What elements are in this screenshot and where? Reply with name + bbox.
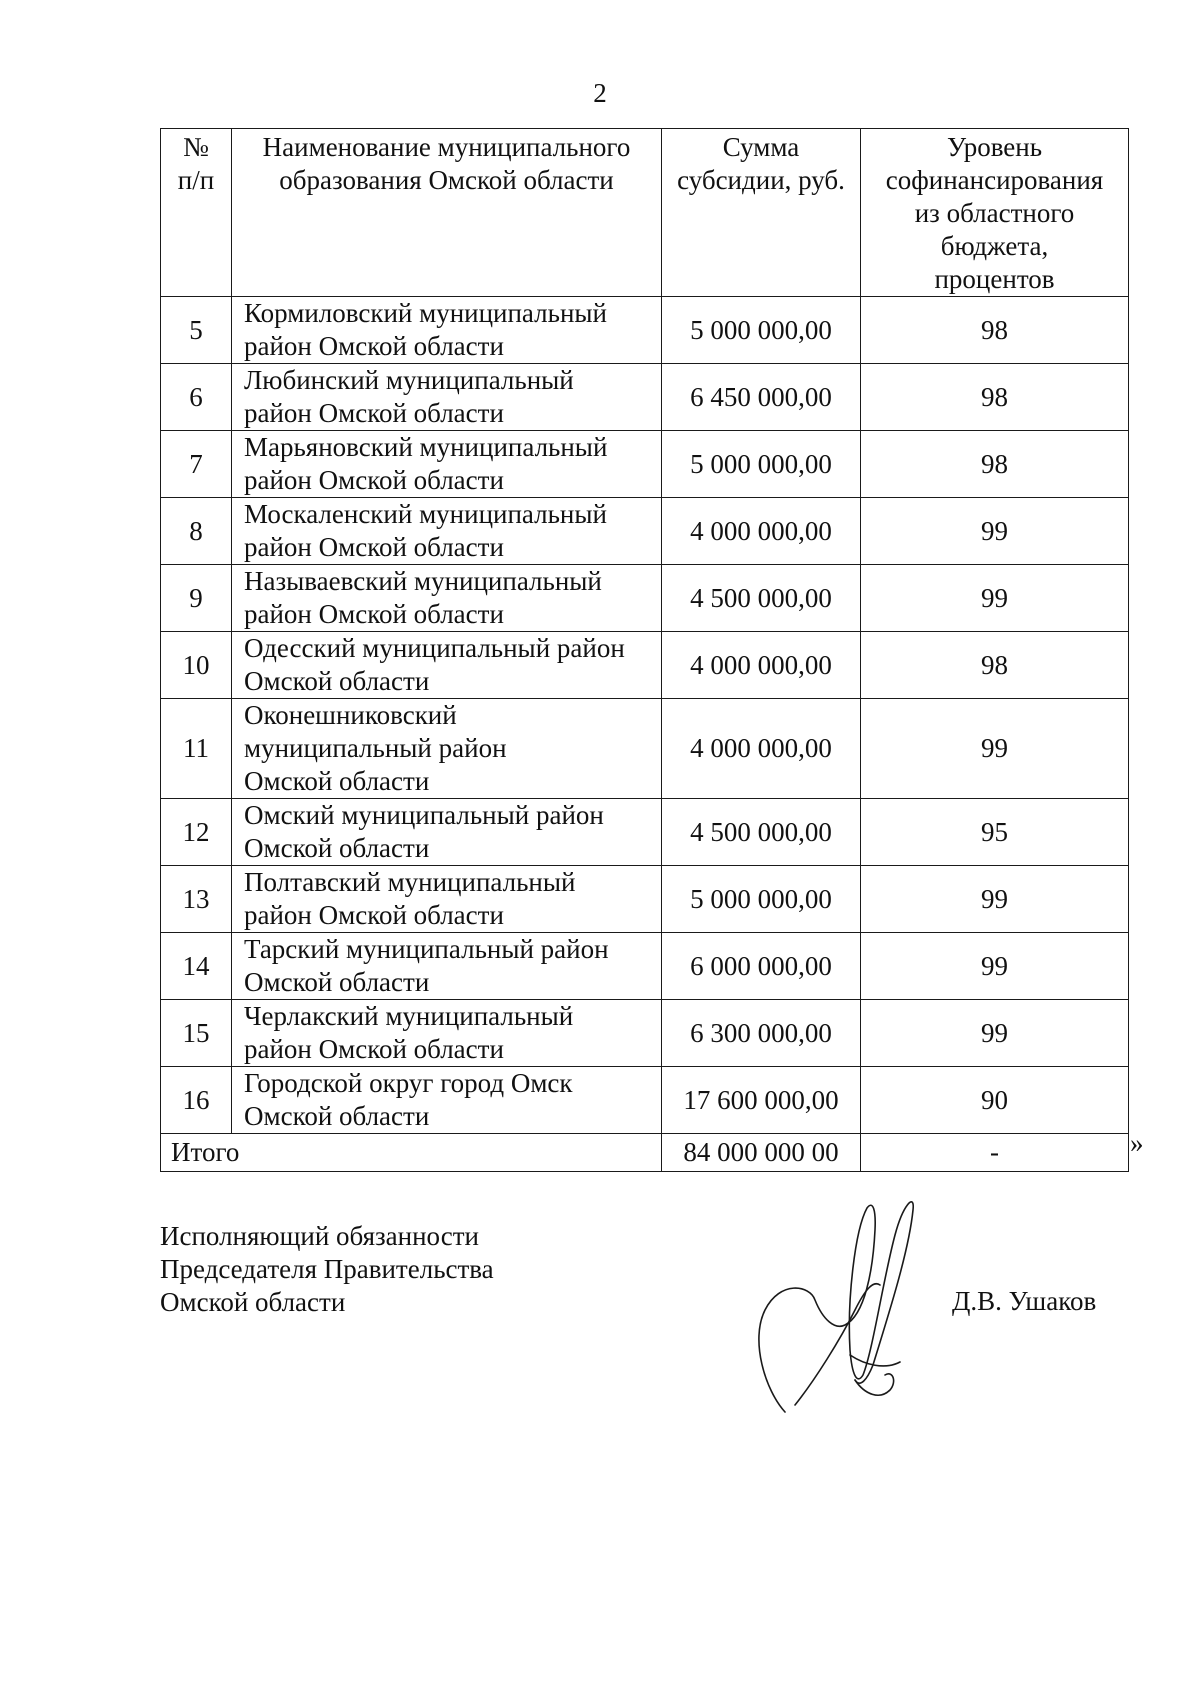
- row-name-line: район Омской области: [244, 1034, 504, 1064]
- row-name: [232, 866, 662, 933]
- row-num: 16: [161, 1067, 232, 1134]
- total-row: [161, 1134, 1129, 1172]
- subsidy-table: [160, 128, 1129, 1172]
- table-row: [161, 565, 1129, 632]
- row-sum: 4 500 000,00: [662, 799, 861, 866]
- row-sum: 5 000 000,00: [662, 297, 861, 364]
- row-num: 6: [161, 364, 232, 431]
- row-level: 95: [861, 799, 1129, 866]
- row-name-line: Марьяновский муниципальный: [244, 432, 608, 462]
- table-header-row: [161, 129, 1129, 297]
- row-name-line: Тарский муниципальный район: [244, 934, 609, 964]
- row-num: 13: [161, 866, 232, 933]
- row-num: 12: [161, 799, 232, 866]
- row-name: [232, 933, 662, 1000]
- signer-name: Д.В. Ушаков: [952, 1286, 1097, 1316]
- signature-title-line: Председателя Правительства: [160, 1254, 494, 1284]
- row-name-line: Называевский муниципальный: [244, 566, 602, 596]
- row-name-line: Кормиловский муниципальный: [244, 298, 607, 328]
- closing-quote: »: [1130, 1128, 1144, 1158]
- row-num: 5: [161, 297, 232, 364]
- row-level: 99: [861, 1000, 1129, 1067]
- row-level: 99: [861, 565, 1129, 632]
- row-name: [232, 1067, 662, 1134]
- row-name-line: район Омской области: [244, 900, 504, 930]
- header-level-line: из областного: [914, 198, 1075, 228]
- signature-title-line: Омской области: [160, 1287, 346, 1317]
- row-num: 14: [161, 933, 232, 1000]
- row-level: 98: [861, 632, 1129, 699]
- page-number: 2: [593, 78, 607, 108]
- row-num: 15: [161, 1000, 232, 1067]
- header-level-line: Уровень: [946, 132, 1043, 162]
- row-name-line: Омской области: [244, 666, 430, 696]
- table-row: [161, 632, 1129, 699]
- row-name-line: Омской области: [244, 1101, 430, 1131]
- table-row: [161, 297, 1129, 364]
- row-sum: 4 000 000,00: [662, 699, 861, 799]
- signature-title: [160, 1220, 494, 1319]
- row-name-line: район Омской области: [244, 532, 504, 562]
- row-num: 8: [161, 498, 232, 565]
- row-name-line: Москаленский муниципальный: [244, 499, 607, 529]
- header-level-line: процентов: [934, 264, 1055, 294]
- row-sum: 6 450 000,00: [662, 364, 861, 431]
- row-name: [232, 799, 662, 866]
- header-level: [861, 129, 1129, 297]
- handwritten-signature: [755, 1190, 955, 1420]
- row-sum: 4 500 000,00: [662, 565, 861, 632]
- signature-title-line: Исполняющий обязанности: [160, 1221, 479, 1251]
- header-name-line: Наименование муниципального: [262, 132, 631, 162]
- row-name-line: район Омской области: [244, 465, 504, 495]
- row-name-line: Любинский муниципальный: [244, 365, 574, 395]
- row-name: [232, 699, 662, 799]
- row-sum: 5 000 000,00: [662, 866, 861, 933]
- row-num: 7: [161, 431, 232, 498]
- table-row: [161, 799, 1129, 866]
- header-level-line: софинансирования: [885, 165, 1104, 195]
- row-name-line: район Омской области: [244, 398, 504, 428]
- header-name: [232, 129, 662, 297]
- row-name: [232, 1000, 662, 1067]
- table-row: [161, 364, 1129, 431]
- header-sum-line: субсидии, руб.: [677, 165, 845, 195]
- table-row: [161, 933, 1129, 1000]
- header-num-line: №: [183, 132, 209, 162]
- row-num: 10: [161, 632, 232, 699]
- row-name: [232, 632, 662, 699]
- total-label: Итого: [161, 1134, 662, 1172]
- row-name-line: муниципальный район: [244, 733, 507, 763]
- row-num: 9: [161, 565, 232, 632]
- header-level-line: бюджета,: [940, 231, 1049, 261]
- row-name: [232, 364, 662, 431]
- header-name-line: образования Омской области: [279, 165, 614, 195]
- row-level: 99: [861, 699, 1129, 799]
- row-num: 11: [161, 699, 232, 799]
- row-name-line: Городской округ город Омск: [244, 1068, 573, 1098]
- row-name: [232, 431, 662, 498]
- row-name-line: Омской области: [244, 967, 430, 997]
- row-level: 98: [861, 297, 1129, 364]
- row-sum: 4 000 000,00: [662, 498, 861, 565]
- row-sum: 6 300 000,00: [662, 1000, 861, 1067]
- total-level: -: [861, 1134, 1129, 1172]
- row-sum: 5 000 000,00: [662, 431, 861, 498]
- table-row: [161, 1067, 1129, 1134]
- table-row: [161, 866, 1129, 933]
- row-level: 98: [861, 431, 1129, 498]
- row-name-line: район Омской области: [244, 599, 504, 629]
- header-num-line: п/п: [177, 165, 215, 195]
- row-name: [232, 297, 662, 364]
- row-sum: 6 000 000,00: [662, 933, 861, 1000]
- row-name-line: Оконешниковский: [244, 700, 457, 730]
- row-name-line: Полтавский муниципальный: [244, 867, 576, 897]
- row-name-line: район Омской области: [244, 331, 504, 361]
- row-sum: 4 000 000,00: [662, 632, 861, 699]
- table-row: [161, 498, 1129, 565]
- row-name-line: Омской области: [244, 766, 430, 796]
- table-row: [161, 1000, 1129, 1067]
- row-name-line: Черлакский муниципальный: [244, 1001, 574, 1031]
- row-name-line: Омской области: [244, 833, 430, 863]
- row-name: [232, 498, 662, 565]
- total-sum: 84 000 000 00: [662, 1134, 861, 1172]
- row-name: [232, 565, 662, 632]
- row-name-line: Одесский муниципальный район: [244, 633, 625, 663]
- header-sum: [662, 129, 861, 297]
- row-level: 90: [861, 1067, 1129, 1134]
- row-level: 99: [861, 866, 1129, 933]
- header-num: [161, 129, 232, 297]
- row-name-line: Омский муниципальный район: [244, 800, 604, 830]
- row-level: 99: [861, 498, 1129, 565]
- row-level: 98: [861, 364, 1129, 431]
- table-row: [161, 699, 1129, 799]
- row-sum: 17 600 000,00: [662, 1067, 861, 1134]
- row-level: 99: [861, 933, 1129, 1000]
- header-sum-line: Сумма: [722, 132, 800, 162]
- table-row: [161, 431, 1129, 498]
